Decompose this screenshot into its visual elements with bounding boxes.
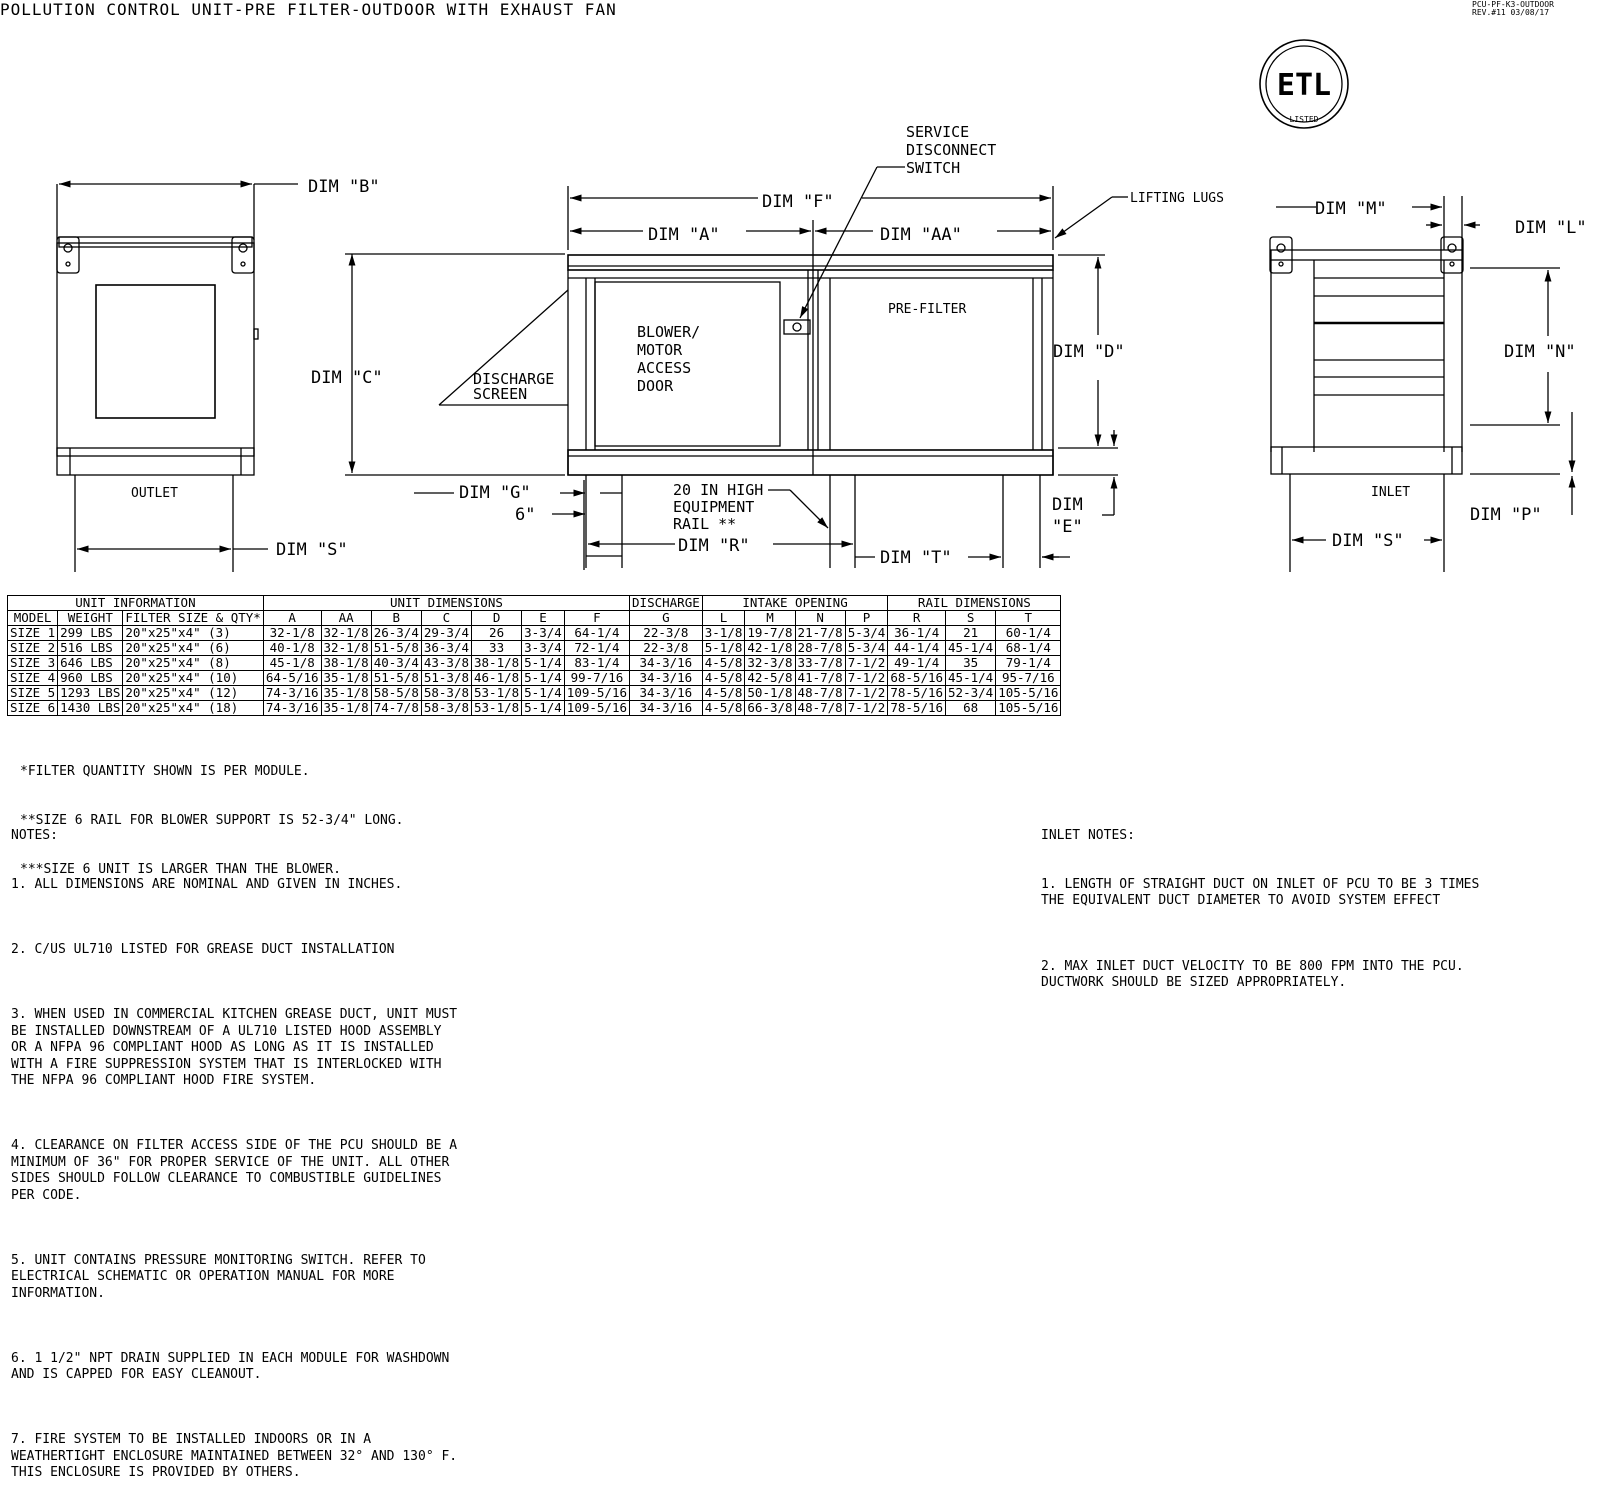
table-cell: 42-1/8 (745, 641, 795, 656)
table-cell: 1293 LBS (58, 686, 123, 701)
table-cell: 33-7/8 (795, 656, 845, 671)
table-cell: 35-1/8 (321, 671, 371, 686)
table-cell: 58-5/8 (371, 686, 421, 701)
table-cell: 40-1/8 (263, 641, 321, 656)
table-cell: 5-1/4 (522, 701, 565, 716)
table-group-header: INTAKE OPENING (702, 596, 888, 611)
table-cell: 26 (472, 626, 522, 641)
general-notes (11, 795, 457, 1498)
blower-door-label: BLOWER/ MOTOR ACCESS DOOR (637, 323, 701, 395)
table-column-header: AA (321, 611, 371, 626)
table-cell: 4-5/8 (702, 656, 745, 671)
table-cell: 36-1/4 (888, 626, 946, 641)
table-cell: 53-1/8 (472, 686, 522, 701)
outlet-label: OUTLET (131, 486, 178, 501)
note-4: 4. CLEARANCE ON FILTER ACCESS SIDE OF THE PCU SHOULD BE A MINIMUM OF 36" FOR PROPER SERVICE OF THE UNIT. ALL OTHER SIDES SHOULD FOLLOW CLEARANCE TO COMBUSTIBLE GUIDELINES PER CODE. (11, 1138, 458, 1203)
table-column-header: E (522, 611, 565, 626)
discharge-screen-label: DISCHARGE SCREEN (473, 370, 555, 403)
outlet-view (57, 184, 298, 572)
table-cell: 29-3/4 (421, 626, 471, 641)
notes-heading: NOTES: (11, 827, 58, 843)
table-cell: 49-1/4 (888, 656, 946, 671)
table-cell: 109-5/16 (564, 701, 629, 716)
table-column-header: G (630, 611, 703, 626)
table-cell: 34-3/16 (630, 701, 703, 716)
table-cell: 21-7/8 (795, 626, 845, 641)
table-cell: 99-7/16 (564, 671, 629, 686)
table-cell: 74-3/16 (263, 701, 321, 716)
table-cell: 299 LBS (58, 626, 123, 641)
table-cell: 7-1/2 (845, 671, 888, 686)
table-column-header: B (371, 611, 421, 626)
dim-c-label: DIM "C" (311, 368, 383, 388)
table-group-header: RAIL DIMENSIONS (888, 596, 1061, 611)
table-row (8, 656, 1061, 671)
table-cell: 60-1/4 (996, 626, 1061, 641)
table-cell: 68-5/16 (888, 671, 946, 686)
table-cell: 960 LBS (58, 671, 123, 686)
table-cell: 32-1/8 (321, 641, 371, 656)
svg-text:SERVICEDISCONNECTSWITCH: SERVICE DISCONNECT SWITCH (906, 123, 997, 177)
table-cell: 32-1/8 (321, 626, 371, 641)
table-cell: 45-1/4 (946, 671, 996, 686)
table-cell: SIZE 6 (8, 701, 58, 716)
footnote-2: **SIZE 6 RAIL FOR BLOWER SUPPORT IS 52-3/4" LONG. (20, 813, 404, 829)
table-cell: 105-5/16 (996, 701, 1061, 716)
table-cell: 4-5/8 (702, 686, 745, 701)
dim-n-label: DIM "N" (1504, 342, 1576, 362)
inlet-label: INLET (1371, 485, 1411, 500)
table-cell: 26-3/4 (371, 626, 421, 641)
table-cell: 35 (946, 656, 996, 671)
table-cell: 33 (472, 641, 522, 656)
drawing-title: POLLUTION CONTROL UNIT-PRE FILTER-OUTDOOR WITH EXHAUST FAN (0, 0, 617, 19)
table-cell: 72-1/4 (564, 641, 629, 656)
pre-filter-label: PRE-FILTER (888, 302, 967, 317)
dim-p-label: DIM "P" (1470, 505, 1542, 525)
table-column-header: FILTER SIZE & QTY* (123, 611, 263, 626)
table-cell: 40-3/4 (371, 656, 421, 671)
note-7: 7. FIRE SYSTEM TO BE INSTALLED INDOORS OR IN A WEATHERTIGHT ENCLOSURE MAINTAINED BETWEEN 32° AND 130° F. THIS ENCLOSURE IS PROVIDED BY OTHERS. (11, 1432, 458, 1481)
dim-b-label: DIM "B" (308, 177, 380, 197)
table-cell: 51-5/8 (371, 641, 421, 656)
table-cell: 74-3/16 (263, 686, 321, 701)
table-cell: 20"x25"x4" (6) (123, 641, 263, 656)
table-column-header: C (421, 611, 471, 626)
rail-note-label: 20 IN HIGH EQUIPMENT RAIL ** (673, 481, 764, 533)
note-3: 3. WHEN USED IN COMMERCIAL KITCHEN GREASE DUCT, UNIT MUST BE INSTALLED DOWNSTREAM OF A UL710 LISTED HOOD ASSEMBLY OR A NFPA 96 COMPLIANT HOOD AS LONG AS IT IS INSTALLED WITH A FIRE SUPPRESSION SYSTEM THAT IS INTERLOCKED WITH THE NFPA 96 COMPLIANT HOOD FIRE SYSTEM. (11, 1007, 458, 1089)
table-cell: SIZE 5 (8, 686, 58, 701)
table-column-header: T (996, 611, 1061, 626)
six-inch-label: 6" (515, 505, 536, 525)
table-cell: 516 LBS (58, 641, 123, 656)
table-cell: 38-1/8 (472, 656, 522, 671)
table-column-header: S (946, 611, 996, 626)
dim-e-label: DIM "E" (1052, 495, 1083, 537)
table-cell: 44-1/4 (888, 641, 946, 656)
table-cell: 22-3/8 (630, 626, 703, 641)
etl-listed-logo (1260, 40, 1348, 128)
table-cell: 7-1/2 (845, 686, 888, 701)
service-disconnect-label (906, 123, 996, 177)
table-group-header: DISCHARGE (630, 596, 703, 611)
note-2: 2. C/US UL710 LISTED FOR GREASE DUCT INSTALLATION (11, 942, 395, 958)
table-cell: 32-1/8 (263, 626, 321, 641)
table-cell: 58-3/8 (421, 686, 471, 701)
table-cell: 22-3/8 (630, 641, 703, 656)
table-cell: 7-1/2 (845, 656, 888, 671)
table-cell: 19-7/8 (745, 626, 795, 641)
table-cell: 58-3/8 (421, 701, 471, 716)
drawing-id: PCU-PF-K3-OUTDOOR (1472, 0, 1554, 9)
table-column-header: M (745, 611, 795, 626)
table-cell: 20"x25"x4" (10) (123, 671, 263, 686)
table-cell: 51-5/8 (371, 671, 421, 686)
dim-f-label: DIM "F" (762, 192, 834, 212)
table-group-header: UNIT DIMENSIONS (263, 596, 629, 611)
table-cell: 646 LBS (58, 656, 123, 671)
table-cell: 34-3/16 (630, 671, 703, 686)
table-cell: SIZE 4 (8, 671, 58, 686)
table-cell: 34-3/16 (630, 656, 703, 671)
table-cell: 95-7/16 (996, 671, 1061, 686)
table-column-header: D (472, 611, 522, 626)
note-6: 6. 1 1/2" NPT DRAIN SUPPLIED IN EACH MODULE FOR WASHDOWN AND IS CAPPED FOR EASY CLEANOUT. (11, 1350, 450, 1383)
table-cell: 3-3/4 (522, 626, 565, 641)
dim-s-right-label: DIM "S" (1332, 531, 1404, 551)
table-cell: 45-1/4 (946, 641, 996, 656)
table-cell: 1430 LBS (58, 701, 123, 716)
table-cell: 66-3/8 (745, 701, 795, 716)
note-1: 1. ALL DIMENSIONS ARE NOMINAL AND GIVEN IN INCHES. (11, 877, 403, 893)
logo-caption: LISTED (1289, 115, 1319, 124)
table-cell: 20"x25"x4" (3) (123, 626, 263, 641)
dim-aa-label: DIM "AA" (880, 225, 962, 245)
note-5: 5. UNIT CONTAINS PRESSURE MONITORING SWITCH. REFER TO ELECTRICAL SCHEMATIC OR OPERATION MANUAL FOR MORE INFORMATION. (11, 1252, 426, 1301)
table-cell: 5-3/4 (845, 641, 888, 656)
table-cell: 35-1/8 (321, 686, 371, 701)
table-cell: 20"x25"x4" (12) (123, 686, 263, 701)
table-column-header: WEIGHT (58, 611, 123, 626)
dim-s-left-label: DIM "S" (276, 540, 348, 560)
table-cell: 42-5/8 (745, 671, 795, 686)
revision-label: REV.#11 03/08/17 (1472, 8, 1550, 17)
table-cell: 5-3/4 (845, 626, 888, 641)
table-row (8, 686, 1061, 701)
table-column-header: F (564, 611, 629, 626)
table-cell: 3-1/8 (702, 626, 745, 641)
table-cell: 4-5/8 (702, 671, 745, 686)
table-cell: 68 (946, 701, 996, 716)
table-cell: 20"x25"x4" (18) (123, 701, 263, 716)
lifting-lugs-label: LIFTING LUGS (1130, 191, 1224, 206)
dim-t-label: DIM "T" (880, 548, 952, 568)
dim-m-label: DIM "M" (1315, 199, 1387, 219)
table-cell: 48-7/8 (795, 701, 845, 716)
table-cell: 5-1/8 (702, 641, 745, 656)
table-cell: 52-3/4 (946, 686, 996, 701)
table-group-header-row (8, 596, 1061, 611)
table-column-header: N (795, 611, 845, 626)
inlet-notes (1041, 795, 1479, 1008)
table-cell: 83-1/4 (564, 656, 629, 671)
table-cell: 78-5/16 (888, 701, 946, 716)
elevation-drawing (0, 0, 1600, 590)
table-row (8, 701, 1061, 716)
table-cell: 4-5/8 (702, 701, 745, 716)
table-cell: SIZE 2 (8, 641, 58, 656)
table-cell: 7-1/2 (845, 701, 888, 716)
inlet-note-1: 1. LENGTH OF STRAIGHT DUCT ON INLET OF PCU TO BE 3 TIMES THE EQUIVALENT DUCT DIAMETER TO AVOID SYSTEM EFFECT (1041, 877, 1480, 909)
dim-l-label: DIM "L" (1515, 218, 1587, 238)
table-group-header: UNIT INFORMATION (8, 596, 264, 611)
table-cell: SIZE 1 (8, 626, 58, 641)
inlet-notes-heading: INLET NOTES: (1041, 827, 1135, 843)
table-column-header: A (263, 611, 321, 626)
table-cell: 3-3/4 (522, 641, 565, 656)
table-cell: 68-1/4 (996, 641, 1061, 656)
table-cell: 5-1/4 (522, 671, 565, 686)
table-cell: 43-3/8 (421, 656, 471, 671)
footnote-1: *FILTER QUANTITY SHOWN IS PER MODULE. (20, 763, 310, 779)
table-row (8, 671, 1061, 686)
footnote-3: ***SIZE 6 UNIT IS LARGER THAN THE BLOWER. (20, 862, 341, 878)
dim-g-label: DIM "G" (459, 483, 531, 503)
table-cell: 36-3/4 (421, 641, 471, 656)
table-cell: 28-7/8 (795, 641, 845, 656)
table-cell: 51-3/8 (421, 671, 471, 686)
table-cell: 21 (946, 626, 996, 641)
table-cell: 79-1/4 (996, 656, 1061, 671)
dim-a-label: DIM "A" (648, 225, 720, 245)
table-cell: 46-1/8 (472, 671, 522, 686)
unit-dimensions-table (7, 595, 1061, 716)
table-cell: 74-7/8 (371, 701, 421, 716)
table-column-header-row (8, 611, 1061, 626)
table-cell: 5-1/4 (522, 686, 565, 701)
table-column-header: R (888, 611, 946, 626)
dim-r-label: DIM "R" (678, 536, 750, 556)
table-cell: 35-1/8 (321, 701, 371, 716)
table-cell: 34-3/16 (630, 686, 703, 701)
table-cell: 109-5/16 (564, 686, 629, 701)
logo-letters: ETL (1276, 68, 1332, 103)
table-cell: 20"x25"x4" (8) (123, 656, 263, 671)
dim-c-line (345, 254, 565, 475)
inlet-note-2: 2. MAX INLET DUCT VELOCITY TO BE 800 FPM INTO THE PCU. DUCTWORK SHOULD BE SIZED APPROPRIATELY. (1041, 958, 1464, 991)
table-cell: 48-7/8 (795, 686, 845, 701)
table-cell: 64-5/16 (263, 671, 321, 686)
table-cell: 78-5/16 (888, 686, 946, 701)
table-cell: 45-1/8 (263, 656, 321, 671)
table-column-header: L (702, 611, 745, 626)
table-column-header: P (845, 611, 888, 626)
table-cell: 5-1/4 (522, 656, 565, 671)
table-cell: 105-5/16 (996, 686, 1061, 701)
table-cell: SIZE 3 (8, 656, 58, 671)
table-cell: 41-7/8 (795, 671, 845, 686)
table-column-header: MODEL (8, 611, 58, 626)
table-cell: 50-1/8 (745, 686, 795, 701)
table-cell: 64-1/4 (564, 626, 629, 641)
dim-d-label: DIM "D" (1053, 342, 1125, 362)
table-cell: 38-1/8 (321, 656, 371, 671)
table-cell: 53-1/8 (472, 701, 522, 716)
table-cell: 32-3/8 (745, 656, 795, 671)
table-row (8, 626, 1061, 641)
table-row (8, 641, 1061, 656)
